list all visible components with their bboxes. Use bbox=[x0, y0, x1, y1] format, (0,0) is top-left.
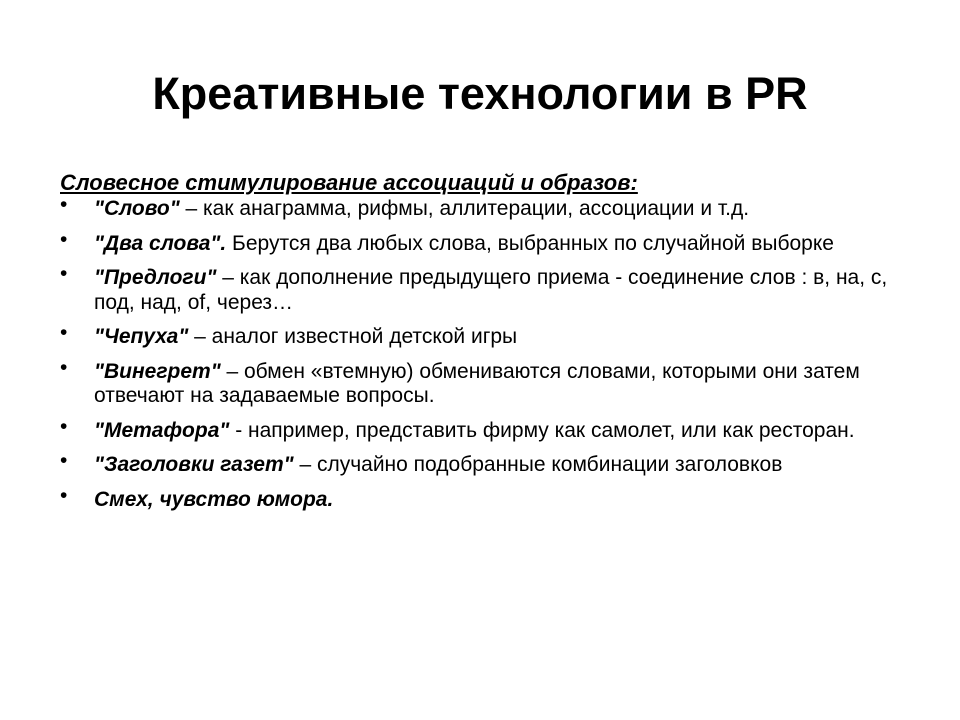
list-item bbox=[60, 227, 900, 257]
bullet-icon: • bbox=[60, 483, 68, 507]
list-item bbox=[60, 449, 900, 478]
list-item bbox=[60, 262, 900, 315]
bullet-icon: • bbox=[60, 449, 68, 472]
item-term: "Слово" bbox=[94, 197, 180, 220]
item-term: "Заголовки газет" bbox=[94, 453, 294, 476]
item-term: "Чепуха" bbox=[94, 325, 189, 348]
item-term: "Предлоги" bbox=[94, 266, 217, 289]
item-text: – как дополнение предыдущего приема - соединение слов : в, на, с, под, над, of, через… bbox=[94, 266, 888, 314]
list-item bbox=[60, 414, 900, 444]
item-term: "Винегрет" bbox=[94, 359, 221, 383]
slide-title: Креативные технологии в PR bbox=[152, 68, 808, 119]
item-text: – случайно подобранные комбинации заголовков bbox=[293, 453, 783, 476]
list-item bbox=[60, 355, 900, 409]
bullet-list bbox=[60, 193, 900, 512]
bullet-icon: • bbox=[60, 414, 68, 438]
bullet-icon: • bbox=[60, 227, 68, 251]
item-text: – обмен «втемную) обмениваются словами, которыми они затем отвечают на задаваемые вопросы. bbox=[94, 359, 860, 407]
bullet-icon: • bbox=[60, 193, 68, 216]
slide-content bbox=[60, 170, 900, 522]
subheading: Словесное стимулирование ассоциаций и образов: bbox=[60, 170, 638, 195]
item-text: Берутся два любых слова, выбранных по случайной выборке bbox=[226, 231, 834, 255]
list-item bbox=[60, 483, 900, 513]
bullet-icon: • bbox=[60, 355, 68, 379]
bullet-icon: • bbox=[60, 321, 68, 344]
item-text: - например, представить фирму как самолет, или как ресторан. bbox=[229, 418, 855, 442]
list-item bbox=[60, 321, 900, 350]
item-text: – как анаграмма, рифмы, аллитерации, ассоциации и т.д. bbox=[179, 197, 750, 220]
item-term: Смех, чувство юмора. bbox=[94, 487, 334, 511]
item-term: "Два слова". bbox=[94, 231, 227, 255]
list-item bbox=[60, 193, 900, 222]
item-term: "Метафора" bbox=[94, 418, 230, 442]
item-text: – аналог известной детской игры bbox=[188, 325, 518, 348]
bullet-icon: • bbox=[60, 262, 68, 285]
